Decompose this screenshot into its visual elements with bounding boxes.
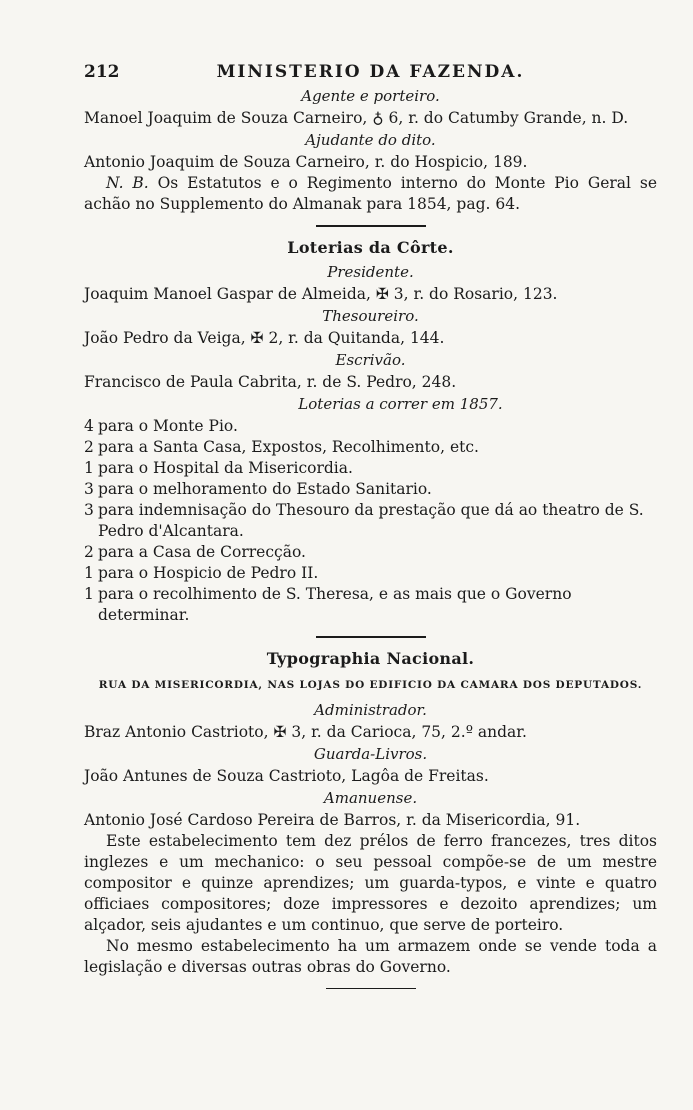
role-ajudante: Ajudante do dito.	[305, 131, 436, 149]
list-item-text: para a Santa Casa, Expostos, Recolhimento, etc.	[98, 438, 479, 456]
list-item	[84, 416, 657, 437]
entry-presidente: Joaquim Manoel Gaspar de Almeida, ✠ 3, r. do Rosario, 123.	[84, 285, 558, 303]
list-item-text: para indemnisação do Thesouro da prestação que dá ao theatro de S. Pedro d'Alcantara.	[98, 501, 644, 540]
typographia-title: Typographia Nacional.	[266, 649, 475, 668]
entry-ajudante: Antonio Joaquim de Souza Carneiro, r. do Hospicio, 189.	[84, 153, 528, 171]
list-item-text: para o recolhimento de S. Theresa, e as mais que o Governo determinar.	[98, 585, 572, 624]
role-escrivao: Escrivão.	[335, 351, 406, 369]
list-item-text: para o Hospital da Misericordia.	[98, 459, 353, 477]
page-number: 212	[84, 62, 120, 82]
nb-text: Os Estatutos e o Regimento interno do Monte Pio Geral se achão no Supplemento do Almanak para 1854, pag. 64.	[84, 174, 657, 213]
list-item-count: 1	[84, 585, 94, 603]
entry-amanuense: Antonio José Cardoso Pereira de Barros, r. da Misericordia, 91.	[84, 811, 581, 829]
list-item-count: 1	[84, 564, 94, 582]
typographia-note: No mesmo estabelecimento ha um armazem onde se vende toda a legislação e diversas outras obras do Governo.	[84, 937, 657, 976]
role-presidente: Presidente.	[327, 263, 414, 281]
entry-agente: Manoel Joaquim de Souza Carneiro, ♁ 6, r. do Catumby Grande, n. D.	[84, 109, 629, 127]
section-divider	[316, 225, 426, 227]
list-item	[84, 563, 657, 584]
list-item-count: 2	[84, 438, 94, 456]
loterias-correr-heading: Loterias a correr em 1857.	[298, 395, 503, 413]
nb-note	[84, 173, 657, 215]
list-item	[84, 458, 657, 479]
list-item-count: 1	[84, 459, 94, 477]
entry-escrivao: Francisco de Paula Cabrita, r. de S. Pedro, 248.	[84, 373, 457, 391]
role-amanuense: Amanuense.	[323, 789, 418, 807]
loterias-title: Loterias da Côrte.	[287, 238, 454, 257]
list-item-text: para o melhoramento do Estado Sanitario.	[98, 480, 432, 498]
list-item-text: para o Hospicio de Pedro II.	[98, 564, 319, 582]
role-thesoureiro: Thesoureiro.	[322, 307, 419, 325]
role-agente: Agente e porteiro.	[301, 87, 440, 105]
nb-label: N. B.	[106, 174, 149, 192]
list-item	[84, 542, 657, 563]
role-guarda-livros: Guarda-Livros.	[313, 745, 428, 763]
entry-thesoureiro: João Pedro da Veiga, ✠ 2, r. da Quitanda, 144.	[84, 329, 445, 347]
list-item	[84, 437, 657, 458]
typographia-address: RUA DA MISERICORDIA, NAS LOJAS DO EDIFICIO DA CAMARA DOS DEPUTADOS.	[98, 679, 643, 691]
list-item-text: para a Casa de Correcção.	[98, 543, 306, 561]
section-divider	[316, 636, 426, 638]
entry-administrador: Braz Antonio Castrioto, ✠ 3, r. da Carioca, 75, 2.º andar.	[84, 723, 527, 741]
list-item-count: 3	[84, 480, 94, 498]
loterias-list	[84, 416, 657, 626]
list-item	[84, 584, 657, 626]
list-item-text: para o Monte Pio.	[98, 417, 238, 435]
section-divider	[326, 988, 416, 989]
list-item-count: 3	[84, 501, 94, 519]
role-administrador: Administrador.	[314, 701, 427, 719]
entry-guarda-livros: João Antunes de Souza Castrioto, Lagôa de Freitas.	[84, 767, 489, 785]
list-item-count: 2	[84, 543, 94, 561]
running-head: MINISTERIO DA FAZENDA.	[216, 62, 525, 82]
list-item	[84, 500, 657, 542]
typographia-description: Este estabelecimento tem dez prélos de ferro francezes, tres ditos inglezes e um mechanico: o seu pessoal compõe-se de um mestre compositor e quinze aprendizes; um guarda-typos, e vinte e quatro officiaes compositores; doze impressores e dezoito aprendizes; um alçador, seis ajudantes e um continuo, que serve de porteiro.	[84, 832, 657, 934]
list-item-count: 4	[84, 417, 94, 435]
list-item	[84, 479, 657, 500]
page-header	[84, 62, 657, 84]
